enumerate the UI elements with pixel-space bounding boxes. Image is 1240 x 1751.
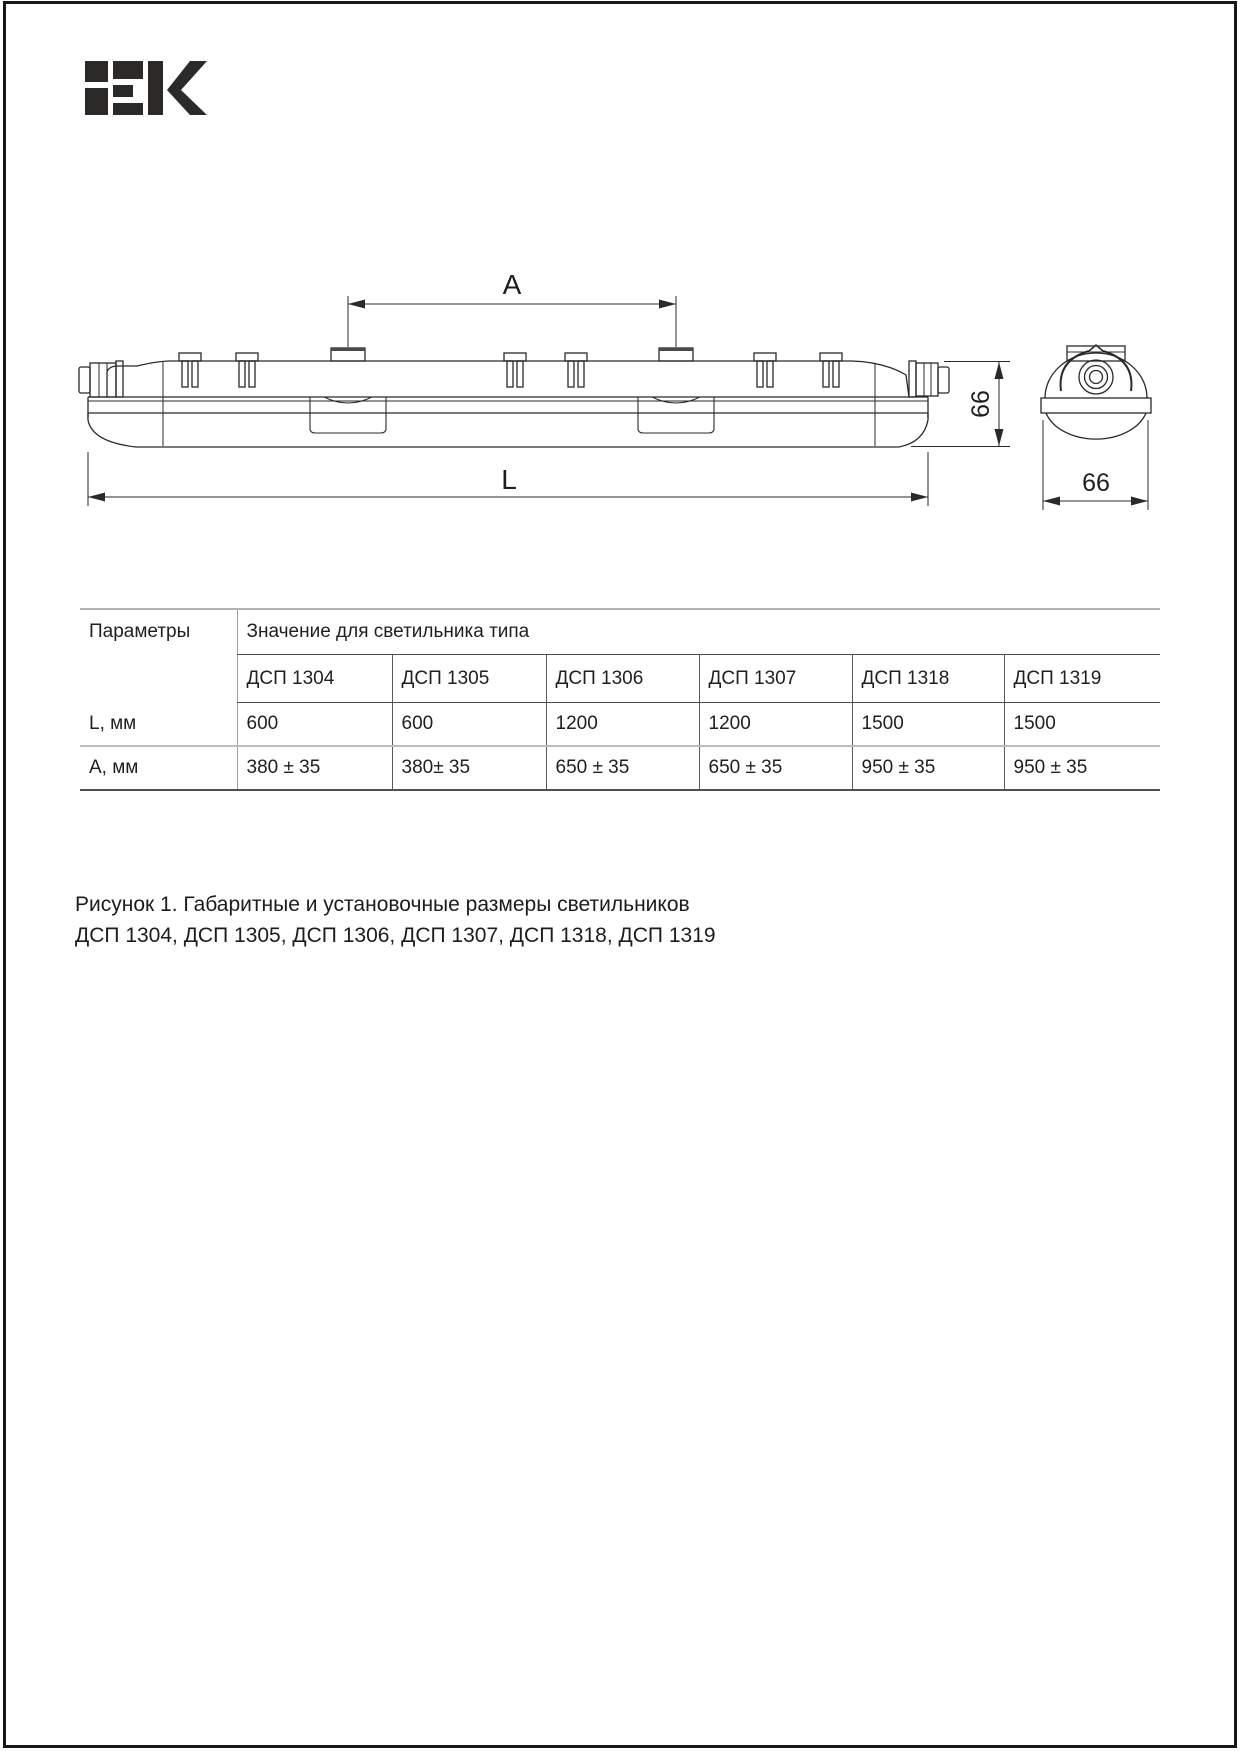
- table-model-header: ДСП 1318: [852, 655, 1004, 703]
- logo-k-stem: [148, 61, 163, 115]
- logo-e-mid: [113, 85, 133, 97]
- iek-logo: [85, 61, 207, 115]
- logo-k-lower-arm: [167, 90, 207, 115]
- table-row-param: А, мм: [89, 757, 139, 778]
- dim-a-label: A: [502, 269, 522, 300]
- mounting-clips: [179, 353, 842, 387]
- logo-i-stem: [85, 88, 108, 115]
- table-cell: 380 ± 35: [237, 746, 392, 790]
- table-cell: 950 ± 35: [1004, 746, 1160, 790]
- dim-height-label: 66: [967, 390, 995, 418]
- luminaire-side-view: [79, 348, 949, 447]
- dim-l-label: L: [501, 464, 517, 495]
- logo-i-dot: [85, 61, 108, 82]
- technical-drawing: [0, 0, 1240, 560]
- logo-e-bottom: [113, 103, 143, 115]
- table-cell: 380± 35: [392, 746, 546, 790]
- figure-caption-line2: ДСП 1304, ДСП 1305, ДСП 1306, ДСП 1307, ДСП 1318, ДСП 1319: [75, 924, 716, 947]
- cable-gland-left: [79, 361, 123, 397]
- logo-k-upper-arm: [167, 61, 207, 90]
- dimension-lines: [88, 269, 1148, 510]
- table-param-header: Параметры: [89, 621, 191, 642]
- dim-width-66: [1043, 420, 1148, 510]
- table-model-header: ДСП 1306: [546, 655, 699, 703]
- table-cell: 650 ± 35: [699, 746, 852, 790]
- figure-caption: [75, 889, 716, 951]
- dim-width-label: 66: [1082, 469, 1110, 497]
- dim-a: [348, 269, 676, 347]
- gland-mid-ring: [1085, 366, 1108, 389]
- table-cell: 950 ± 35: [852, 746, 1004, 790]
- cable-gland-right: [909, 361, 949, 397]
- table-cell: 1500: [1004, 703, 1160, 747]
- table-cell: 1200: [699, 703, 852, 747]
- gland-hole: [1090, 371, 1103, 384]
- table-cell: 1200: [546, 703, 699, 747]
- table-model-header: ДСП 1319: [1004, 655, 1160, 703]
- table-cell: 600: [237, 703, 392, 747]
- table-value-header: Значение для светильника типа: [237, 609, 1160, 655]
- dim-height-66: [911, 362, 1010, 447]
- logo-e-top: [113, 61, 143, 79]
- dimensions-table: [80, 608, 1160, 791]
- table-model-header: ДСП 1304: [237, 655, 392, 703]
- figure-caption-line1: Рисунок 1. Габаритные и установочные размеры светильников: [75, 893, 690, 916]
- luminaire-end-view: [1041, 345, 1151, 439]
- table-model-header: ДСП 1305: [392, 655, 546, 703]
- table-cell: 650 ± 35: [546, 746, 699, 790]
- table-cell: 600: [392, 703, 546, 747]
- dim-l: [88, 452, 928, 506]
- table-row-param: L, мм: [80, 703, 237, 747]
- table-cell: 1500: [852, 703, 1004, 747]
- table-model-header: ДСП 1307: [699, 655, 852, 703]
